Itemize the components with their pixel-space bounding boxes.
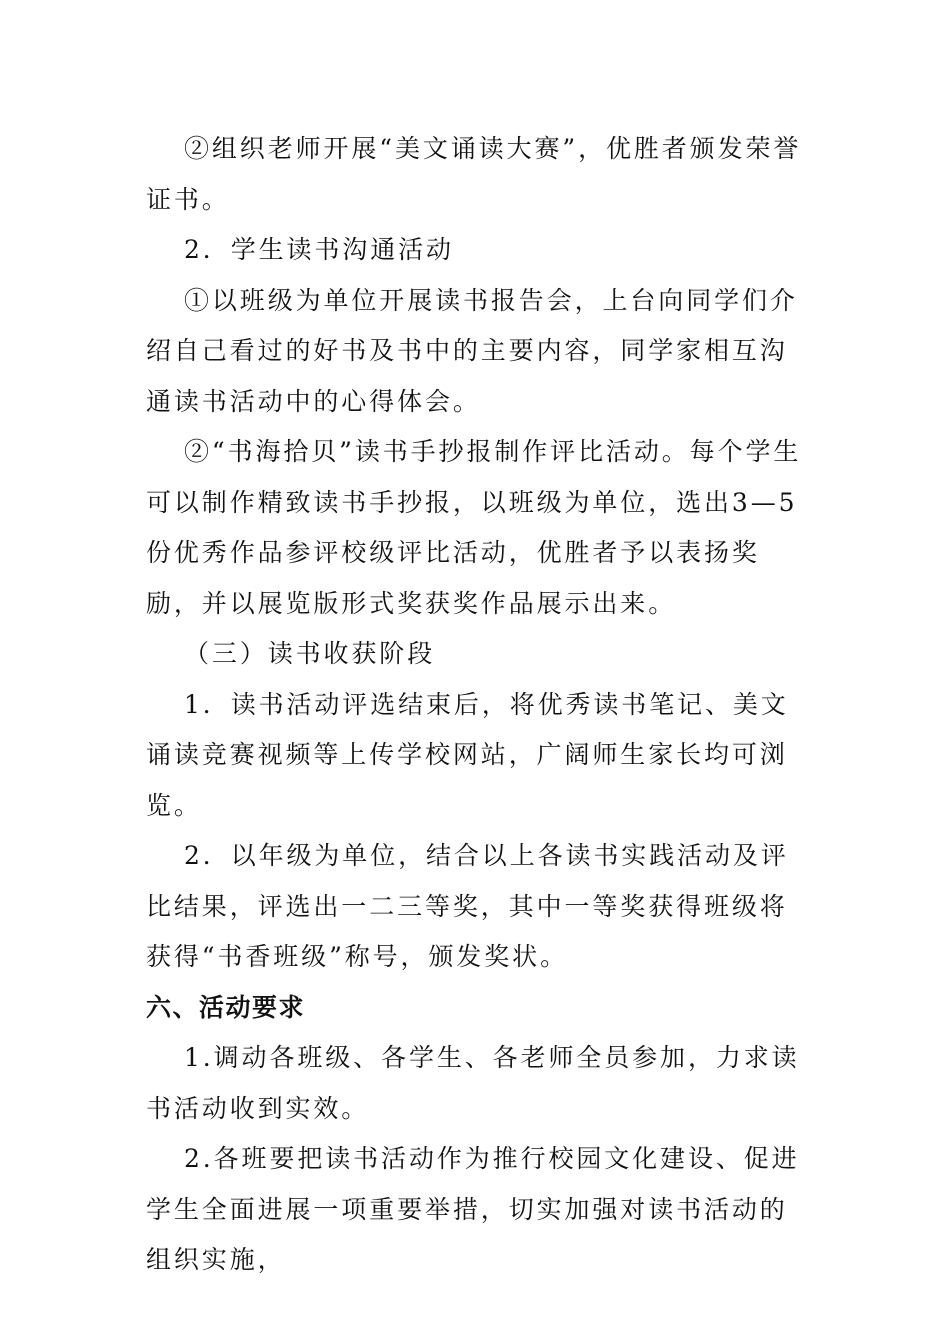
paragraph-recitation-contest: ②组织老师开展“美文诵读大赛”，优胜者颁发荣誉证书。 — [146, 134, 802, 214]
paragraph-upload-website: 1．读书活动评选结束后，将优秀读书笔记、美文诵读竞赛视频等上传学校网站，广阔师生家长均可浏览。 — [146, 689, 789, 820]
paragraph-handwritten-newspaper: ②“书海拾贝”读书手抄报制作评比活动。每个学生可以制作精致读书手抄报，以班级为单位，选出3—5份优秀作品参评校级评比活动，优胜者予以表扬奖励，并以展览版形式奖获奖作品展示出来。 — [146, 437, 802, 618]
paragraph-book-report-meeting: ①以班级为单位开展读书报告会，上台向同学们介绍自己看过的好书及书中的主要内容，同学家相互沟通读书活动中的心得体会。 — [146, 285, 798, 416]
paragraph-full-participation: 1.调动各班级、各学生、各老师全员参加，力求读书活动收到实效。 — [146, 1043, 800, 1123]
paragraph-grade-awards: 2．以年级为单位，结合以上各读书实践活动及评比结果，评选出一二三等奖，其中一等奖获得班级将获得“书香班级”称号，颁发奖状。 — [146, 841, 789, 971]
document-body — [146, 124, 806, 1286]
section-heading-requirements: 六、活动要求 — [146, 992, 306, 1022]
paragraph-class-implementation: 2.各班要把读书活动作为推行校园文化建设、促进学生全面进展一项重要举措，切实加强对读书活动的组织实施， — [146, 1144, 800, 1274]
paragraph-reading-exchange-title: 2．学生读书沟通活动 — [184, 235, 454, 264]
paragraph-harvest-stage-title: （三）读书收获阶段 — [184, 639, 436, 668]
